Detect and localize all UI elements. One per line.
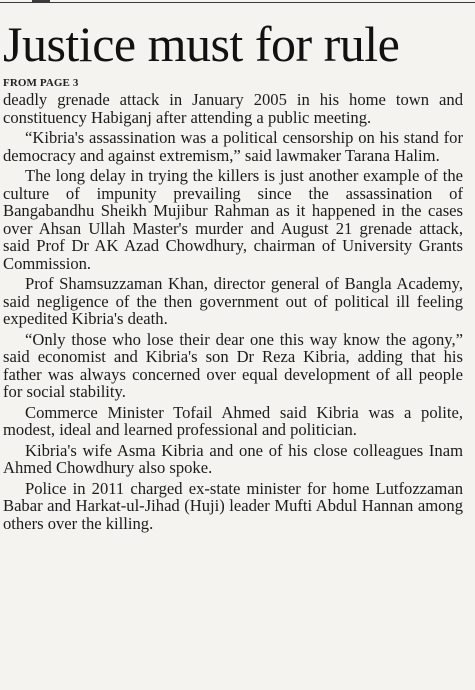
paragraph-7: Kibria's wife Asma Kibria and one of his close colleagues Inam Ahmed Chowdhury also spoke. — [3, 440, 463, 477]
jump-dateline: FROM PAGE 3 — [3, 77, 79, 89]
paragraph-4: Prof Shamsuzzaman Khan, director general of Bangla Academy, said negligence of the then government out of political ill feeling expedited Kibria's death. — [3, 274, 463, 328]
headline: Justice must for rule — [3, 16, 400, 72]
paragraph-5: “Only those who lose their dear one this way know the agony,” said economist and Kibria's son Dr Reza Kibria, adding that his father was always concerned over equal development of all people for social stability. — [3, 329, 463, 401]
paragraph-3: The long delay in trying the killers is just another example of the culture of impunity prevailing since the assassination of Bangabandhu Sheikh Mujibur Rahman as it happened in the cases over Ahsan Ullah Master's murder and August 21 grenade attack, said Prof Dr AK Azad Chowdhury, chairman of University Grants Commission. — [3, 166, 463, 273]
paragraph-6: Commerce Minister Tofail Ahmed said Kibria was a polite, modest, ideal and learned professional and politician. — [3, 402, 463, 439]
top-rule — [0, 2, 475, 3]
paragraph-2: “Kibria's assassination was a political censorship on his stand for democracy and against extremism,” said lawmaker Tarana Halim. — [3, 128, 463, 165]
paragraph-8: Police in 2011 charged ex-state minister for home Lutfozzaman Babar and Harkat-ul-Jihad (Huji) leader Mufti Abdul Hannan among others over the killing. — [3, 478, 463, 533]
paragraph-1: deadly grenade attack in January 2005 in his home town and constituency Habiganj after attending a public meeting. — [3, 90, 463, 127]
top-rule-stub — [32, 0, 50, 2]
article-body — [3, 91, 463, 535]
